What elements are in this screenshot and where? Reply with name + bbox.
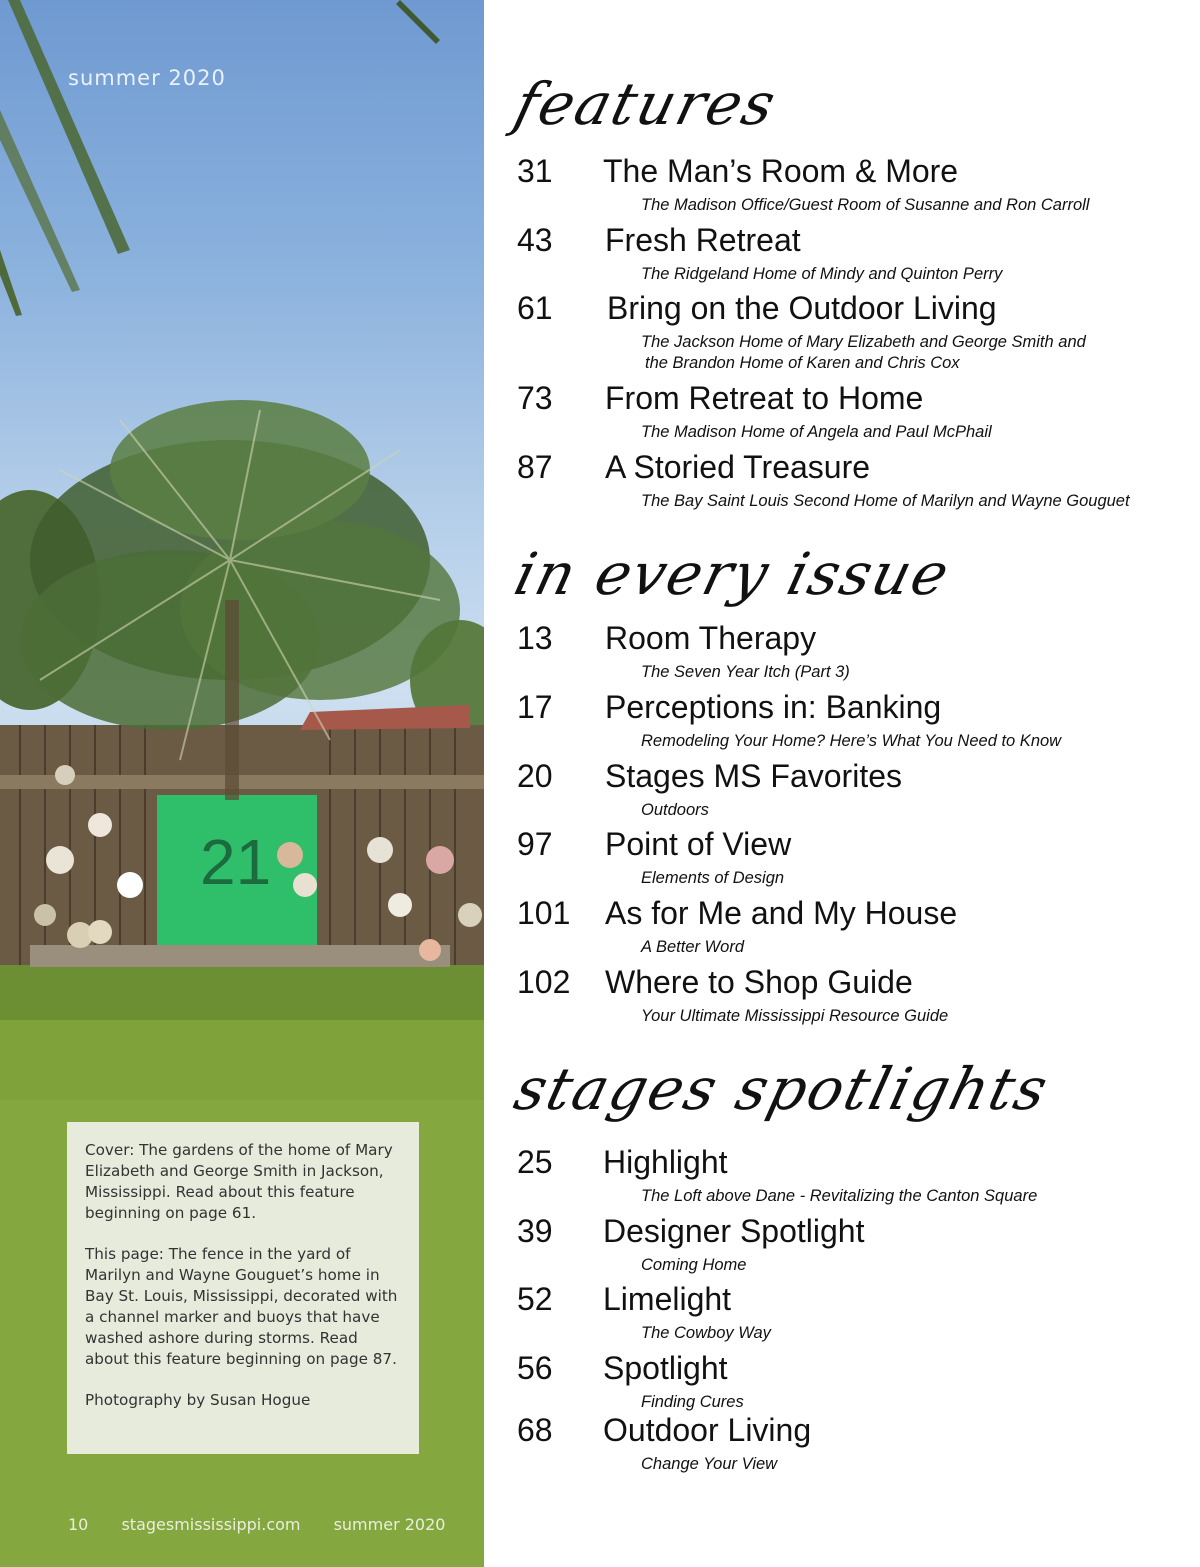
toc-title: Fresh Retreat	[605, 222, 801, 258]
toc-page-number: 102	[517, 964, 571, 1000]
toc-subtitle: The Madison Office/Guest Room of Susanne and Ron Carroll	[641, 196, 1090, 214]
features-heading: features	[508, 70, 784, 138]
cover-photo	[0, 0, 484, 1567]
toc-subtitle: A Better Word	[641, 938, 745, 956]
toc-page-number: 52	[517, 1281, 553, 1317]
toc-page-number: 56	[517, 1350, 553, 1386]
toc-title: A Storied Treasure	[605, 449, 871, 485]
page-number: 10	[68, 1515, 89, 1534]
photo-credit: Photography by Susan Hogue	[85, 1391, 311, 1409]
spotlights-heading: stages spotlights	[508, 1055, 1057, 1123]
toc-page-number: 39	[517, 1213, 553, 1249]
toc-subtitle: Outdoors	[641, 801, 709, 819]
every-issue-heading: in every issue	[508, 540, 958, 608]
toc-subtitle: The Jackson Home of Mary Elizabeth and George Smith and	[641, 333, 1086, 351]
toc-subtitle: Remodeling Your Home? Here’s What You Need to Know	[641, 732, 1062, 750]
toc-subtitle: Your Ultimate Mississippi Resource Guide	[641, 1007, 949, 1025]
toc-page-number: 87	[517, 449, 553, 485]
toc-page-number: 17	[517, 689, 553, 725]
toc-subtitle: Coming Home	[641, 1256, 747, 1274]
toc-subtitle: The Loft above Dane - Revitalizing the Canton Square	[641, 1187, 1038, 1205]
toc-subtitle: The Madison Home of Angela and Paul McPhail	[641, 423, 992, 441]
toc-title: Spotlight	[603, 1350, 728, 1386]
toc-page-number: 73	[517, 380, 553, 416]
toc-title: Outdoor Living	[603, 1412, 812, 1448]
toc-subtitle-line2: the Brandon Home of Karen and Chris Cox	[645, 354, 960, 372]
toc-subtitle: The Cowboy Way	[641, 1324, 771, 1342]
toc-page-number: 31	[517, 153, 553, 189]
toc-title: Room Therapy	[605, 620, 817, 656]
toc-title: Where to Shop Guide	[605, 964, 913, 1000]
toc-page-number: 97	[517, 826, 553, 862]
page-footer	[68, 1515, 473, 1534]
toc-subtitle: Change Your View	[641, 1455, 778, 1473]
footer-issue: summer 2020	[333, 1515, 446, 1534]
toc-subtitle: The Ridgeland Home of Mindy and Quinton Perry	[641, 265, 1003, 283]
toc-page-number: 13	[517, 620, 553, 656]
toc-page-number: 43	[517, 222, 553, 258]
toc-title: Bring on the Outdoor Living	[607, 290, 997, 326]
toc-page-number: 25	[517, 1144, 553, 1180]
caption-this-page: This page: The fence in the yard of Marilyn and Wayne Gouguet’s home in Bay St. Louis, Mississippi, decorated with a channel marker and buoys that have washed ashore during storms. Read about this feature beginning on page 87.	[85, 1245, 398, 1368]
toc-title: Limelight	[603, 1281, 732, 1317]
photo-caption	[67, 1122, 419, 1454]
toc-page-number: 101	[517, 895, 571, 931]
toc-subtitle: Elements of Design	[641, 869, 785, 887]
toc-title: Point of View	[605, 826, 792, 862]
toc-title: As for Me and My House	[605, 895, 958, 931]
toc-title: From Retreat to Home	[605, 380, 924, 416]
toc-subtitle: The Bay Saint Louis Second Home of Marilyn and Wayne Gouguet	[641, 492, 1130, 510]
toc-page-number: 61	[517, 290, 553, 326]
website-link[interactable]: stagesmississippi.com	[121, 1515, 301, 1534]
toc-title: Highlight	[603, 1144, 728, 1180]
toc-subtitle: Finding Cures	[641, 1393, 744, 1411]
toc-title: The Man’s Room & More	[603, 153, 959, 189]
toc-page-number: 68	[517, 1412, 553, 1448]
toc-page-number: 20	[517, 758, 553, 794]
channel-marker-number: 21	[200, 826, 272, 898]
caption-cover: Cover: The gardens of the home of Mary Elizabeth and George Smith in Jackson, Mississippi. Read about this feature beginning on page 61.	[85, 1141, 393, 1222]
toc-subtitle: The Seven Year Itch (Part 3)	[641, 663, 850, 681]
issue-tag: summer 2020	[68, 66, 226, 90]
toc-title: Stages MS Favorites	[605, 758, 902, 794]
toc-title: Designer Spotlight	[603, 1213, 865, 1249]
toc-title: Perceptions in: Banking	[605, 689, 942, 725]
